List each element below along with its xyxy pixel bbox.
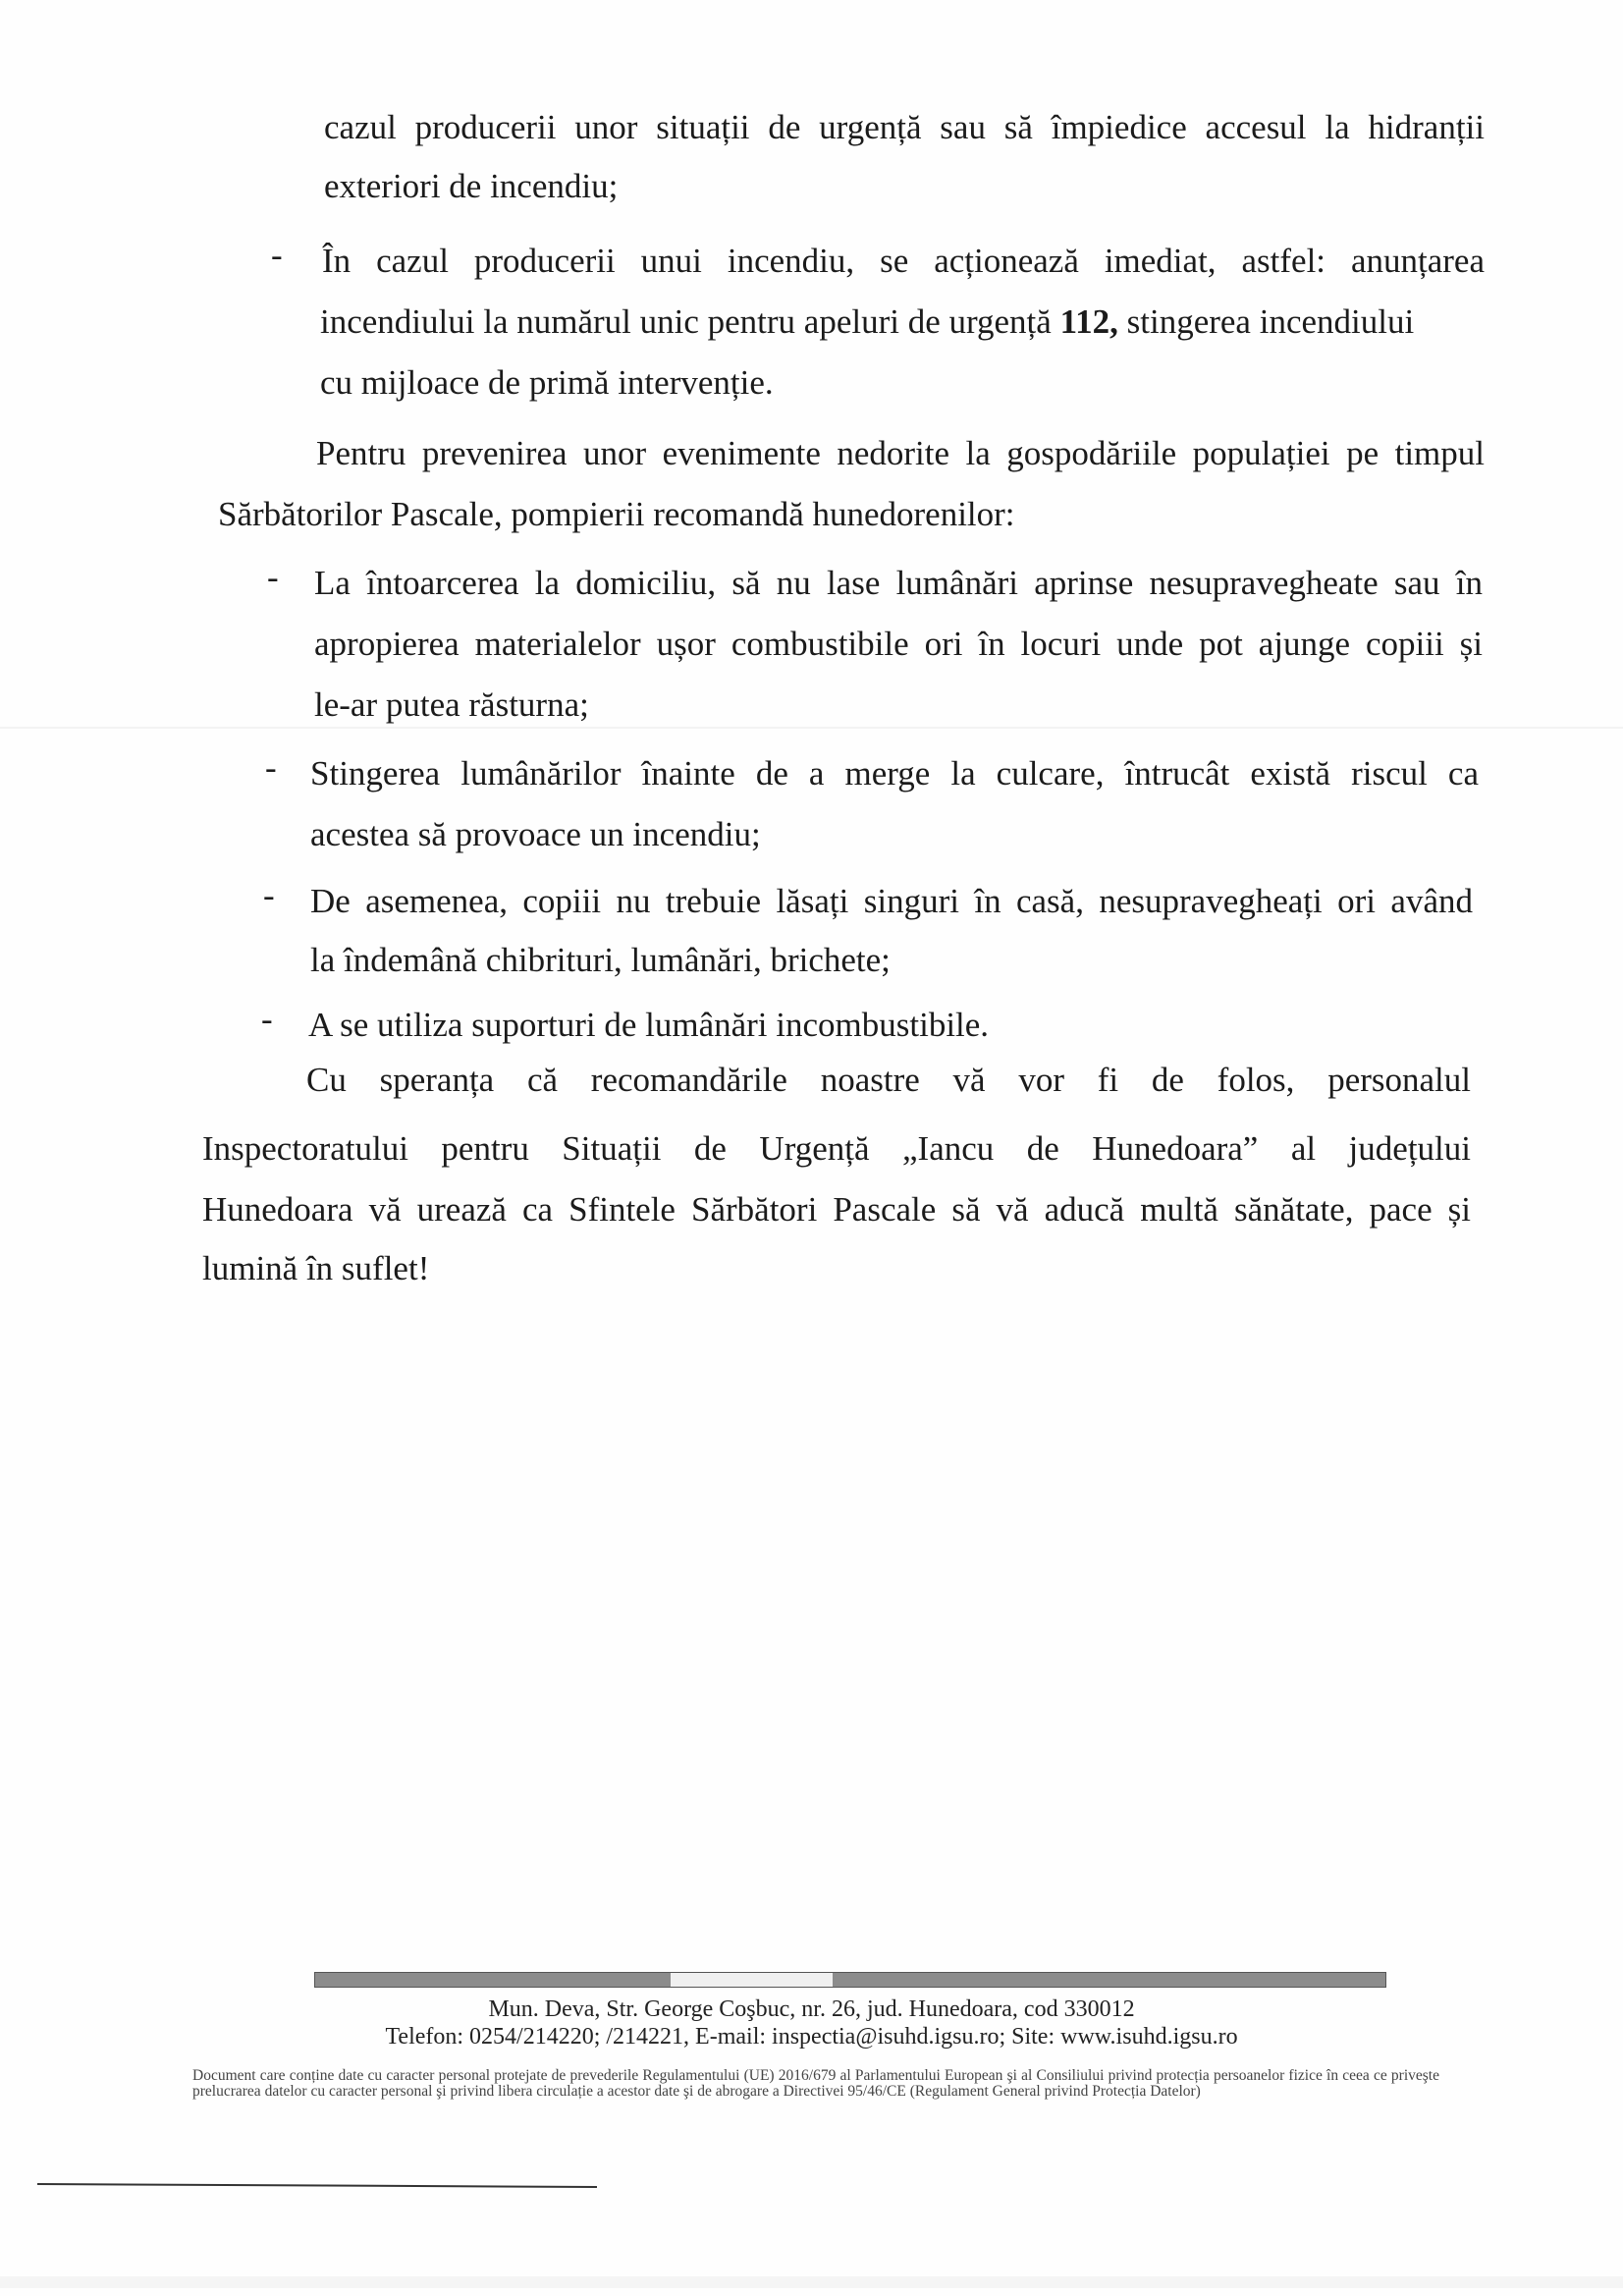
footer-contact: Telefon: 0254/214220; /214221, E-mail: inspectia@isuhd.igsu.ro; Site: www.isuhd.igsu.ro <box>385 2024 1238 2050</box>
bullet-dash: - <box>271 236 283 274</box>
closing-line-3: Hunedoara vă urează ca Sfintele Sărbători Pascale să vă aducă multă sănătate, pace și <box>202 1190 1471 1229</box>
closing-line-1: Cu speranța că recomandările noastre vă vor fi de folos, personalul <box>306 1061 1471 1099</box>
fire-bullet-line-2-tail: stingerea incendiului <box>1117 302 1415 341</box>
bullet-dash: - <box>263 876 275 914</box>
bottom-rule <box>37 2183 597 2188</box>
bullet-dash: - <box>261 1000 273 1038</box>
recommendation-4-line-1: A se utiliza suporturi de lumânări incombustibile. <box>308 1006 990 1044</box>
fire-bullet-line-3: cu mijloace de primă intervenție. <box>320 363 774 402</box>
recommendation-2-line-2: acestea să provoace un incendiu; <box>310 815 761 853</box>
scan-fold-line <box>0 727 1623 729</box>
closing-line-2: Inspectoratului pentru Situații de Urgență „Iancu de Hunedoara” al județului <box>202 1129 1471 1168</box>
prevention-line-2: Sărbătorilor Pascale, pompierii recomandă hunedorenilor: <box>218 495 1015 533</box>
intro-line-2: exteriori de incendiu; <box>324 167 619 205</box>
closing-line-4: lumină în suflet! <box>202 1249 430 1287</box>
gdpr-notice: Document care conține date cu caracter personal protejate de prevederile Regulamentului (UE) 2016/679 al Parlamentului European şi al Consiliului privind protecția persoanelor fizice în ceea ce priveşte prelucrarea datelor cu caracter personal şi privind libera circulație a acestor date şi de abrogare a Directivei 95/46/CE (Regulament General privind Protecția Datelor) <box>192 2067 1439 2100</box>
scan-bottom-strip <box>0 2276 1623 2288</box>
fire-bullet-line-2 <box>320 302 1485 342</box>
intro-line-1: cazul producerii unor situații de urgență sau să împiedice accesul la hidranții <box>324 108 1485 146</box>
recommendation-2-line-1: Stingerea lumânărilor înainte de a merge la culcare, întrucât există riscul ca <box>310 754 1479 793</box>
recommendation-3-line-1: De asemenea, copiii nu trebuie lăsați singuri în casă, nesupravegheați ori având <box>310 882 1473 920</box>
recommendation-1-line-1: La întoarcerea la domiciliu, să nu lase lumânări aprinse nesupravegheate sau în <box>314 564 1483 602</box>
emergency-number: 112, <box>1059 302 1118 341</box>
recommendation-3-line-2: la îndemână chibrituri, lumânări, brichete; <box>310 941 891 979</box>
footer-decorative-band <box>314 1972 1386 1988</box>
recommendation-1-line-3: le-ar putea răsturna; <box>314 685 589 724</box>
fire-bullet-line-2-text <box>320 302 1414 342</box>
footer-address: Mun. Deva, Str. George Coşbuc, nr. 26, jud. Hunedoara, cod 330012 <box>488 1996 1135 2022</box>
footer-band-gap <box>671 1973 833 1987</box>
fire-bullet-line-2-head: incendiului la numărul unic pentru apeluri de urgență <box>320 302 1060 341</box>
recommendation-1-line-2: apropierea materialelor ușor combustibile ori în locuri unde pot ajunge copiii și <box>314 625 1483 663</box>
bullet-dash: - <box>265 748 277 787</box>
prevention-line-1: Pentru prevenirea unor evenimente nedorite la gospodăriile populației pe timpul <box>316 434 1485 472</box>
fire-bullet-line-1: În cazul producerii unui incendiu, se acționează imediat, astfel: anunțarea <box>322 242 1485 280</box>
bullet-dash: - <box>267 558 279 596</box>
